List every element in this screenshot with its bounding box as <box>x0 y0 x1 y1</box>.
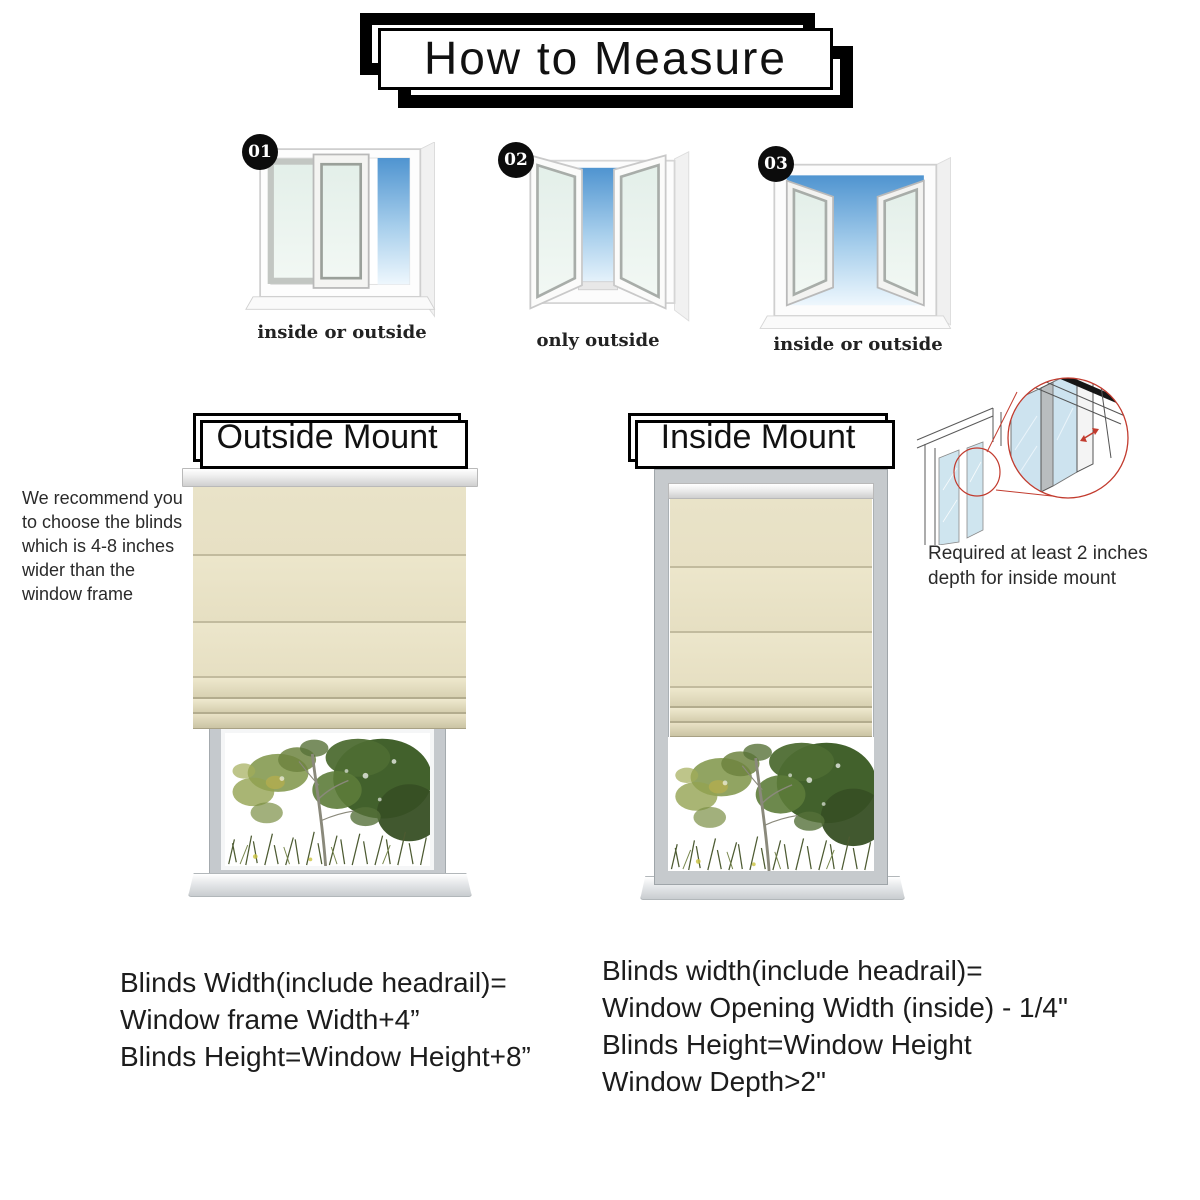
step-1-badge: 01 <box>242 134 278 170</box>
step-1-figure <box>232 134 462 356</box>
step-3-label: inside or outside <box>773 334 943 355</box>
step-3-figure <box>748 146 978 368</box>
window-opening <box>668 483 874 871</box>
outside-mount-formula <box>120 964 580 1075</box>
formula-line: Blinds width(include headrail)= <box>602 955 983 986</box>
blind-headrail <box>182 468 478 487</box>
window-sill <box>188 873 472 897</box>
window-view-photo <box>668 737 874 871</box>
formula-line: Blinds Height=Window Height <box>602 1029 972 1060</box>
inside-mount-illustration <box>648 466 910 914</box>
inside-mount-heading: Inside Mount <box>628 413 888 462</box>
outside-mount-recommendation <box>22 486 207 606</box>
step-2-figure <box>488 142 718 364</box>
depth-note-line: depth for inside mount <box>928 568 1117 589</box>
formula-line: Blinds Height=Window Height+8” <box>120 1041 531 1072</box>
formula-line: Blinds Width(include headrail)= <box>120 967 507 998</box>
inside-mount-window-frame <box>655 470 887 884</box>
formula-line: Window Opening Width (inside) - 1/4" <box>602 992 1068 1023</box>
window-depth-detail-diagram <box>915 360 1195 545</box>
inside-mount-formula <box>602 952 1102 1100</box>
inside-mount-depth-note <box>928 541 1168 591</box>
blind-headrail <box>668 483 874 499</box>
step-2-badge: 02 <box>498 142 534 178</box>
window-view-photo <box>225 733 430 866</box>
note-line: to choose the blinds <box>22 512 183 532</box>
outside-mount-illustration <box>182 466 478 902</box>
note-line: We recommend you <box>22 488 183 508</box>
formula-line: Window frame Width+4” <box>120 1004 420 1035</box>
formula-line: Window Depth>2" <box>602 1066 826 1097</box>
outside-mount-heading: Outside Mount <box>193 413 461 462</box>
note-line: which is 4-8 inches <box>22 536 175 556</box>
roman-shade <box>193 487 466 729</box>
note-line: wider than the <box>22 560 136 580</box>
roman-shade <box>670 499 872 737</box>
page-title: How to Measure <box>378 28 833 90</box>
outside-mount-window <box>210 718 445 881</box>
note-line: window frame <box>22 584 134 604</box>
step-2-label: only outside <box>536 330 660 351</box>
step-1-label: inside or outside <box>257 322 427 343</box>
step-3-badge: 03 <box>758 146 794 182</box>
title-block <box>378 28 833 90</box>
depth-note-line: Required at least 2 inches <box>928 543 1148 564</box>
